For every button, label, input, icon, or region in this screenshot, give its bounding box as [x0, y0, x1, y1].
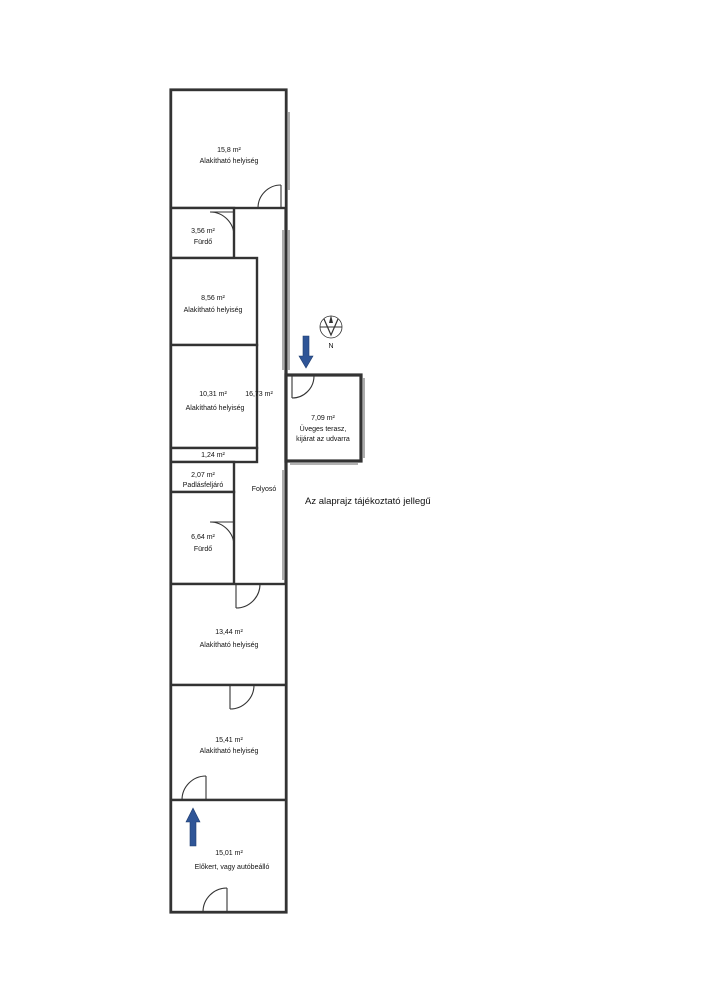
- room-2-area: 3,56 m²: [191, 228, 215, 235]
- room-10-name: Előkert, vagy autóbeálló: [194, 864, 270, 871]
- room-6-area: 2,07 m²: [191, 472, 215, 479]
- room-2-name: Fürdő: [193, 239, 213, 246]
- room-5-area: 1,24 m²: [201, 452, 225, 459]
- room-7-name: Fürdő: [193, 546, 213, 553]
- room-1-name: Alakítható helyiség: [199, 158, 259, 165]
- room-8-name: Alakítható helyiség: [199, 642, 259, 649]
- entrance-arrow-icon: [299, 336, 313, 368]
- room-4-name: Alakítható helyiség: [185, 405, 245, 412]
- room-3-area: 8,56 m²: [201, 295, 225, 302]
- terrace-area: 7,09 m²: [311, 415, 335, 422]
- room-8-area: 13,44 m²: [215, 629, 243, 636]
- room-7-area: 6,64 m²: [191, 534, 215, 541]
- terrace-name-line2: kijárat az udvarra: [296, 436, 350, 443]
- room-3-name: Alakítható helyiség: [183, 307, 243, 314]
- room-10-area: 15,01 m²: [215, 850, 243, 857]
- room-9-area: 15,41 m²: [215, 737, 243, 744]
- compass-icon: [320, 315, 342, 350]
- compass-label: N: [328, 343, 334, 350]
- room-1-area: 15,8 m²: [217, 147, 241, 154]
- room-9-name: Alakítható helyiség: [199, 748, 259, 755]
- room-4-area: 10,31 m²: [199, 391, 227, 398]
- terrace-name-line1: Üveges terasz,: [299, 426, 347, 433]
- corridor-name: Folyosó: [251, 486, 277, 493]
- disclaimer-note: Az alaprajz tájékoztató jellegű: [305, 496, 431, 507]
- corridor-area: 16,73 m²: [245, 391, 273, 398]
- room-6-name: Padlásfeljáró: [182, 482, 224, 489]
